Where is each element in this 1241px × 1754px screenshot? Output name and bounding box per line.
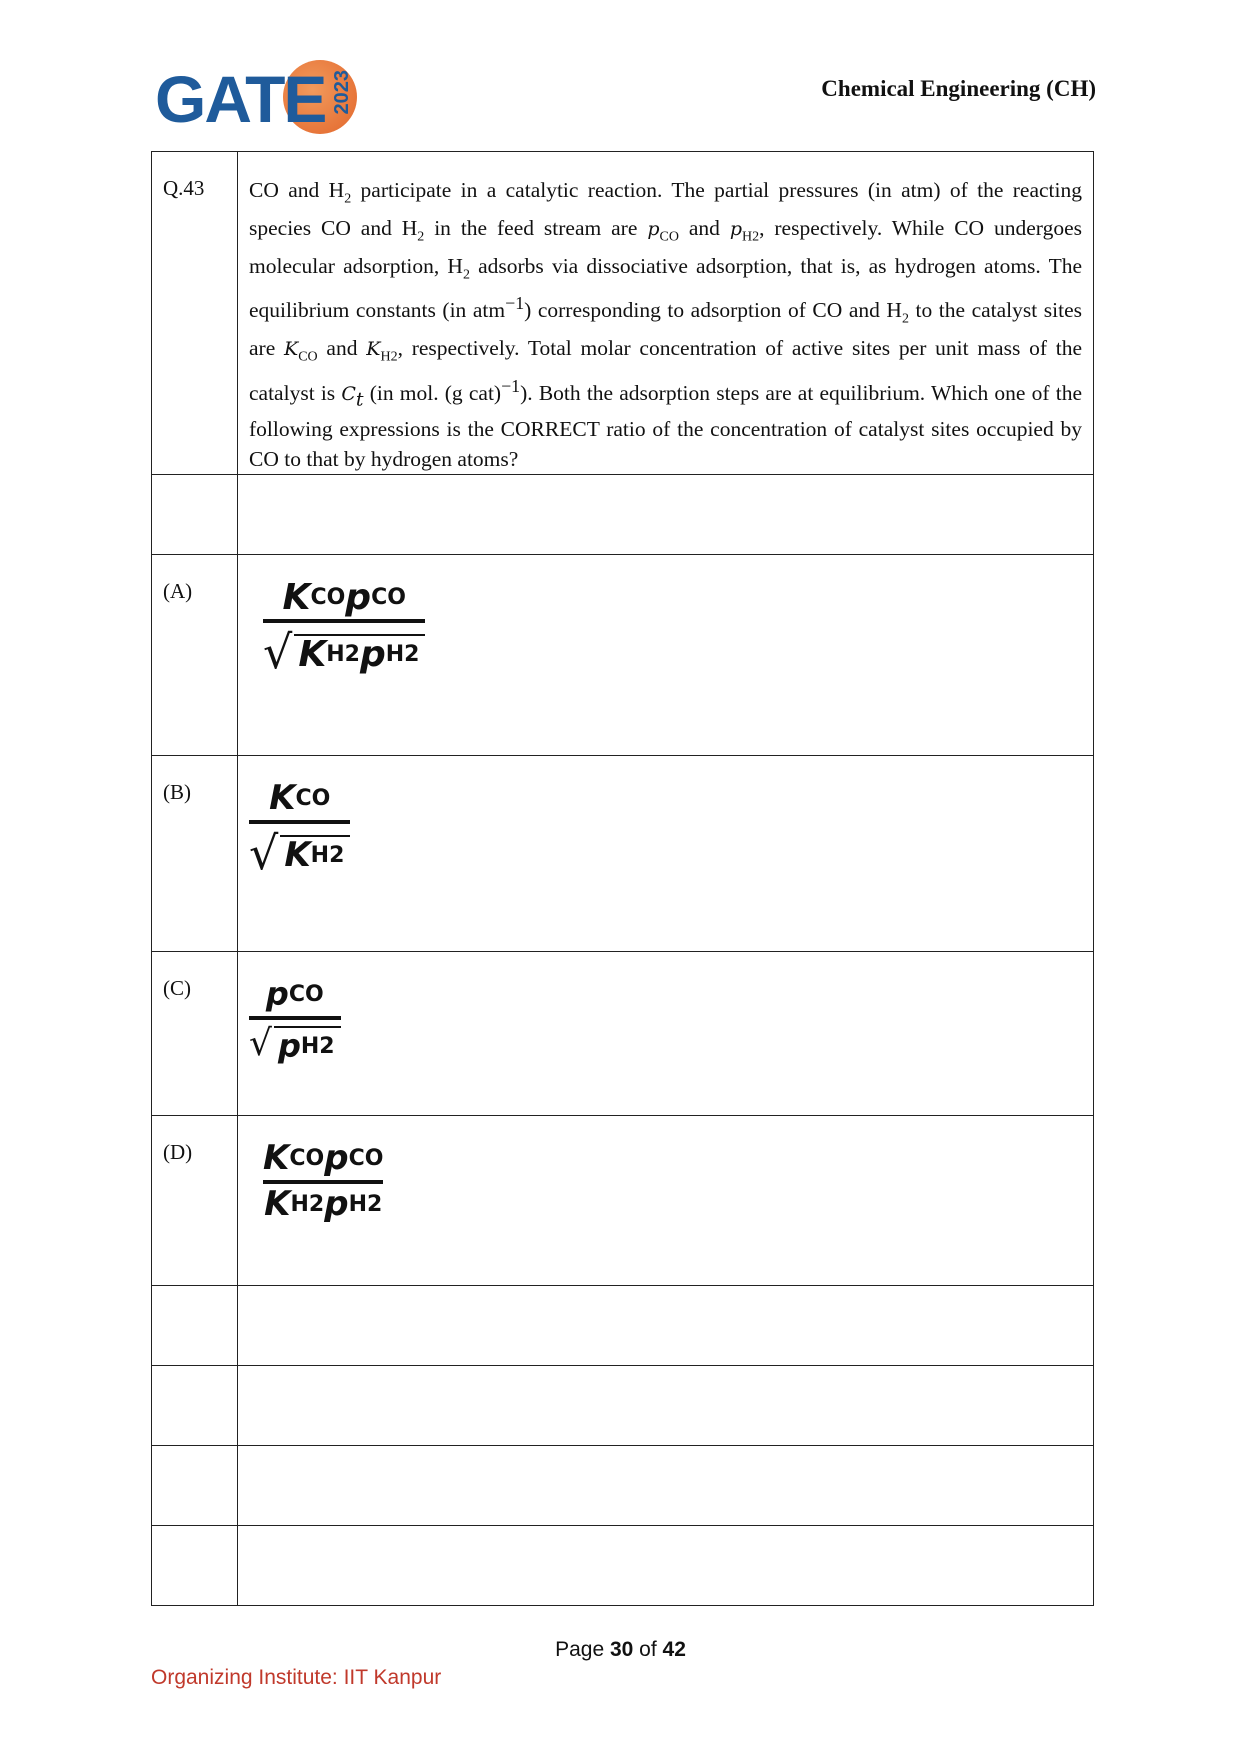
option-a-fraction: K CO p CO √ K H2 p H2 [263,583,425,675]
option-d[interactable] [238,1116,1094,1286]
gate-logo [155,60,360,140]
blank-cell [152,475,238,555]
option-c-fraction: p CO √ p H2 [249,980,341,1062]
option-b[interactable] [238,756,1094,952]
blank-cell [152,1366,238,1446]
blank-cell [238,1446,1094,1526]
option-d-fraction: K CO p CO K H2 p H2 [263,1138,384,1224]
blank-cell [238,1286,1094,1366]
blank-cell [152,1286,238,1366]
blank-cell [238,1526,1094,1606]
blank-cell [152,1446,238,1526]
logo-year: 2023 [331,70,353,115]
option-b-label: (B) [152,756,238,952]
option-a-label: (A) [152,555,238,756]
subject-title: Chemical Engineering (CH) [821,76,1096,101]
blank-cell [238,475,1094,555]
question-text: CO and $H_2$ participate in a catalytic reaction. The partial pressures (in atm) of the reacting species CO and $H_2$ in the feed stream are $p_{CO}$ and $p_{H2}$, respectively. While CO undergoes molecular adsorption, $H_2$ adsorbs via dissociative adsorption, that is, as hydrogen atoms. The equilibrium constants (in atm$^{-1}$) corresponding to adsorption of CO and $H_2$ to the catalyst sites are $K_{CO}$ and $K_{H2}$, respectively. Total molar concentration of active sites per unit mass of the catalyst is $C_t$ (in mol. (g cat)$^{-1}$). Both the adsorption steps are at equilibrium. Which one of the following expressions is the CORRECT ratio of the concentration of catalyst sites occupied by CO to that by hydrogen atoms? [238,152,1094,475]
option-a[interactable] [238,555,1094,756]
option-d-label: (D) [152,1116,238,1286]
blank-cell [152,1526,238,1606]
logo-text: GATE [155,62,326,136]
question-table [151,151,1094,1606]
option-c[interactable] [238,952,1094,1116]
question-number: Q.43 [152,152,238,475]
option-b-fraction: K CO √ K H2 [249,784,350,876]
page-number: Page 30 of 42 [555,1638,686,1661]
organizing-institute: Organizing Institute: IIT Kanpur [151,1666,442,1689]
option-c-label: (C) [152,952,238,1116]
blank-cell [238,1366,1094,1446]
